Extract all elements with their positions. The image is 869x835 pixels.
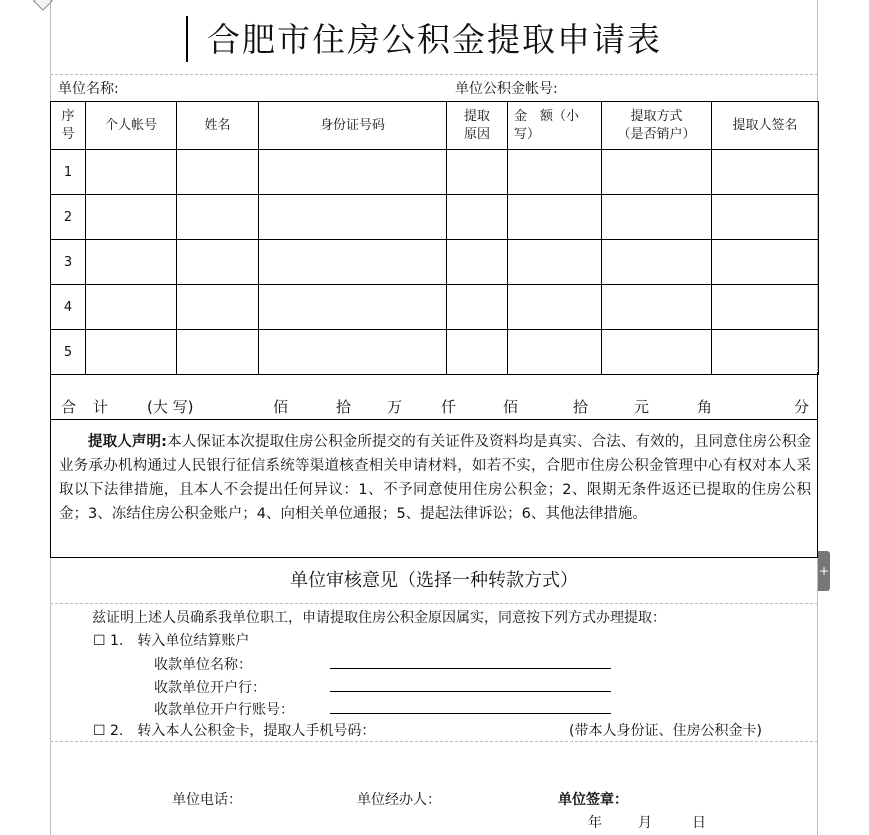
text-boundary <box>50 603 818 604</box>
option-2-note: (带本人身份证、住房公积金卡) <box>569 723 762 739</box>
option-1-checkbox[interactable]: ☐ 1. 转入单位结算账户 <box>93 633 250 649</box>
total-amount-row <box>50 372 818 420</box>
unit-shi-1: 拾 <box>336 398 352 416</box>
payee-name-label: 收款单位名称： <box>154 657 252 673</box>
date-day-label: 日 <box>692 815 706 831</box>
text-boundary <box>50 741 818 742</box>
header-seq: 序 号 <box>51 102 86 150</box>
table-row: 3 <box>51 240 819 285</box>
applicant-declaration <box>50 420 818 558</box>
unit-name-label: 单位名称: <box>58 81 119 97</box>
header-id: 身份证号码 <box>259 102 447 150</box>
payee-bank-field[interactable] <box>330 691 611 692</box>
option-2-checkbox[interactable]: ☐ 2. 转入本人公积金卡，提取人手机号码： <box>93 723 376 739</box>
header-amount: 金 额（小 写） <box>508 102 602 150</box>
unit-account-label: 单位公积金帐号: <box>455 81 558 97</box>
payee-account-field[interactable] <box>330 713 611 714</box>
unit-seal-label: 单位签章： <box>558 792 628 808</box>
payee-account-label: 收款单位开户行账号： <box>154 702 294 718</box>
applicant-table <box>50 101 819 375</box>
date-year-label: 年 <box>588 815 602 831</box>
declaration-body: 本人保证本次提取住房公积金所提交的有关证件及资料均是真实、合法、有效的，且同意住房公积金业务承办机构通过人民银行征信系统等渠道核查相关申请材料，如若不实，合肥市住房公积金管理中心有权对本人采取以下法律措施，且本人不会提出任何异议：1、不予同意使用住房公积金；2、限期无条件返还已提取的住房公积金；3、冻结住房公积金账户；4、向相关单位通报；5、提起法律诉讼；6、其他法律措施。 <box>59 434 811 522</box>
header-reason: 提取 原因 <box>447 102 508 150</box>
unit-bai-1: 佰 <box>273 398 289 416</box>
table-row: 2 <box>51 195 819 240</box>
header-account: 个人帐号 <box>86 102 177 150</box>
unit-operator-label: 单位经办人： <box>357 792 441 808</box>
header-name: 姓名 <box>177 102 259 150</box>
total-label-he: 合 <box>61 398 77 416</box>
review-intro: 兹证明上述人员确系我单位职工，申请提取住房公积金原因属实，同意按下列方式办理提取： <box>92 610 666 626</box>
expand-handle-icon[interactable]: + <box>818 551 830 591</box>
unit-yuan: 元 <box>634 398 650 416</box>
table-row: 1 <box>51 150 819 195</box>
payee-bank-label: 收款单位开户行： <box>154 680 266 696</box>
declaration-title: 提取人声明: <box>88 434 167 450</box>
unit-shi-2: 拾 <box>573 398 589 416</box>
table-header-row <box>51 102 819 150</box>
text-boundary <box>50 74 818 75</box>
table-row: 4 <box>51 285 819 330</box>
total-daxie-label: (大 写) <box>147 398 194 416</box>
table-row: 5 <box>51 330 819 375</box>
unit-jiao: 角 <box>697 398 713 416</box>
header-method: 提取方式 （是否销户） <box>602 102 712 150</box>
unit-wan: 万 <box>387 398 403 416</box>
unit-bai-2: 佰 <box>503 398 519 416</box>
unit-fen: 分 <box>794 398 810 416</box>
header-sign: 提取人签名 <box>712 102 819 150</box>
payee-name-field[interactable] <box>330 668 611 669</box>
review-section-title: 单位审核意见（选择一种转款方式） <box>290 570 578 591</box>
form-title: 合肥市住房公积金提取申请表 <box>207 20 662 59</box>
date-month-label: 月 <box>638 815 652 831</box>
unit-qian: 仟 <box>441 398 457 416</box>
unit-phone-label: 单位电话： <box>172 792 242 808</box>
total-label-ji: 计 <box>93 398 109 416</box>
